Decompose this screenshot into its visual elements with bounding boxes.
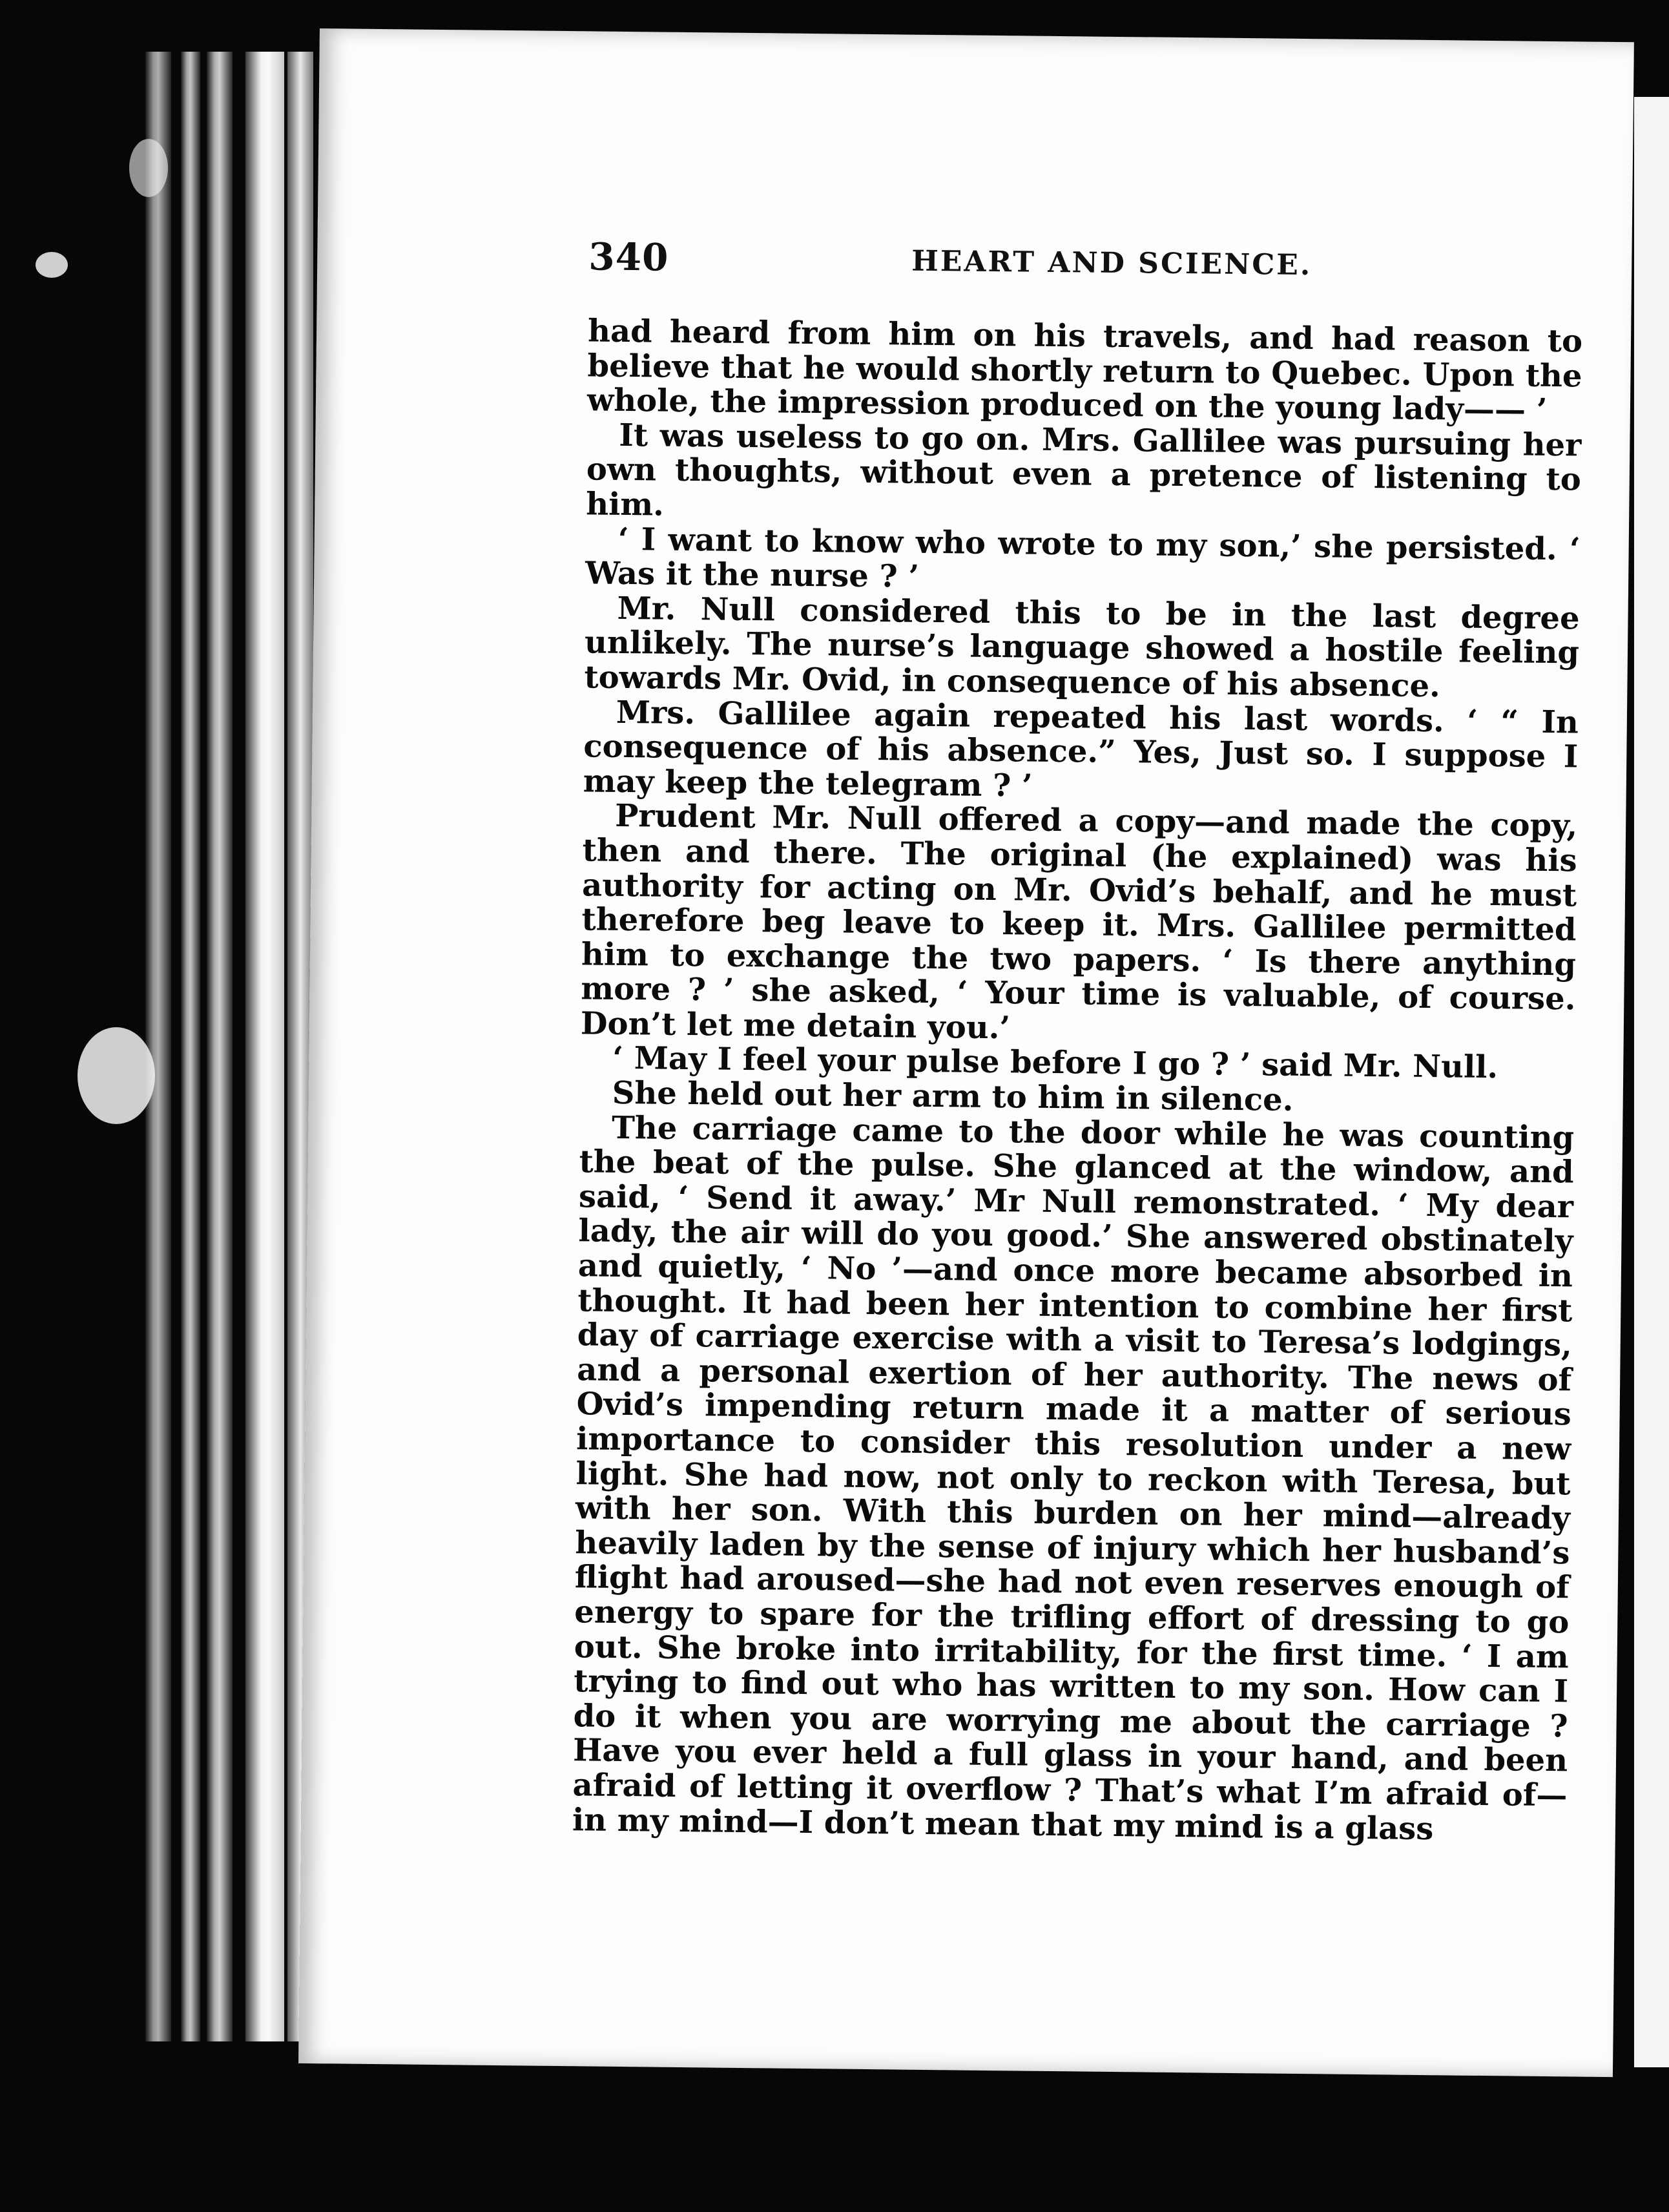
book-page-edge [245, 52, 284, 2041]
scan-blemish [36, 252, 68, 278]
paragraph: Prudent Mr. Null offered a copy—and made the copy, then and there. The original (he explained) was his authority for acting on Mr. Ovid’s behalf, and he must therefore beg leave to keep it. Mrs. Gallilee permitted him to exchange the two papers. ‘ Is there anything more ? ’ she asked, ‘ Your time is valuable, of course. Don’t let me detain you.’ [580, 798, 1578, 1047]
paragraph: Mr. Null considered this to be in the last degree unlikely. The nurse’s language showed a hostile feeling towards Mr. Ovid, in consequence of his absence. [584, 590, 1580, 705]
page-header [588, 235, 1584, 290]
scan-blemish [78, 1027, 155, 1124]
page-number: 340 [588, 235, 669, 280]
paragraph: ‘ May I feel your pulse before I go ? ’ said Mr. Null. [612, 1040, 1498, 1086]
facing-page-edge [1634, 97, 1669, 2067]
paragraph: It was useless to go on. Mrs. Gallilee was pursuing her own thoughts, without even a pretence of listening to him. [586, 417, 1582, 523]
scan-blemish [129, 139, 168, 197]
paragraph: The carriage came to the door while he was counting the beat of the pulse. She glanced at the window, and said, ‘ Send it away.’ Mr Null remonstrated. ‘ My dear lady, the air will do you good.’ She answered obstinately and quietly, ‘ No ’—and once more became absorbed in thought. It had been her intention to combine her first day of carriage exercise with a visit to Teresa’s lodgings, and a personal exertion of her authority. The news of Ovid’s impending return made it a matter of serious importance to consider this resolution under a new light. She had now, not only to reckon with Teresa, but with her son. With this burden on her mind—already heavily laden by the sense of injury which her husband’s flight had aroused—she had not even reserves enough of energy to spare for the trifling effort of dressing to go out. She broke into irritability, for the first time. ‘ I am trying to find out who has written to my son. How can I do it when you are worrying me about the carriage ? Have you ever held a full glass in your hand, and been afraid of letting it overflow ? That’s what I’m afraid of—in my mind—I don’t mean that my mind is a glass [572, 1109, 1575, 1847]
running-head: HEART AND SCIENCE. [911, 244, 1312, 282]
paragraph: She held out her arm to him in silence. [612, 1074, 1294, 1118]
body-text [572, 314, 1583, 1848]
book-page [298, 28, 1634, 2077]
book-page-edge [145, 52, 171, 2041]
paragraph: had heard from him on his travels, and had reason to believe that he would shortly return to Quebec. Upon the whole, the impression produced on the young lady—— ’ [586, 313, 1583, 429]
paragraph: Mrs. Gallilee again repeated his last words. ‘ “ In consequence of his absence.” Yes, Just so. I suppose I may keep the telegram ? ’ [583, 694, 1579, 804]
book-page-edge [181, 52, 200, 2041]
book-page-edge [207, 52, 233, 2041]
paragraph: ‘ I want to know who wrote to my son,’ she persisted. ‘ Was it the nurse ? ’ [585, 521, 1581, 595]
